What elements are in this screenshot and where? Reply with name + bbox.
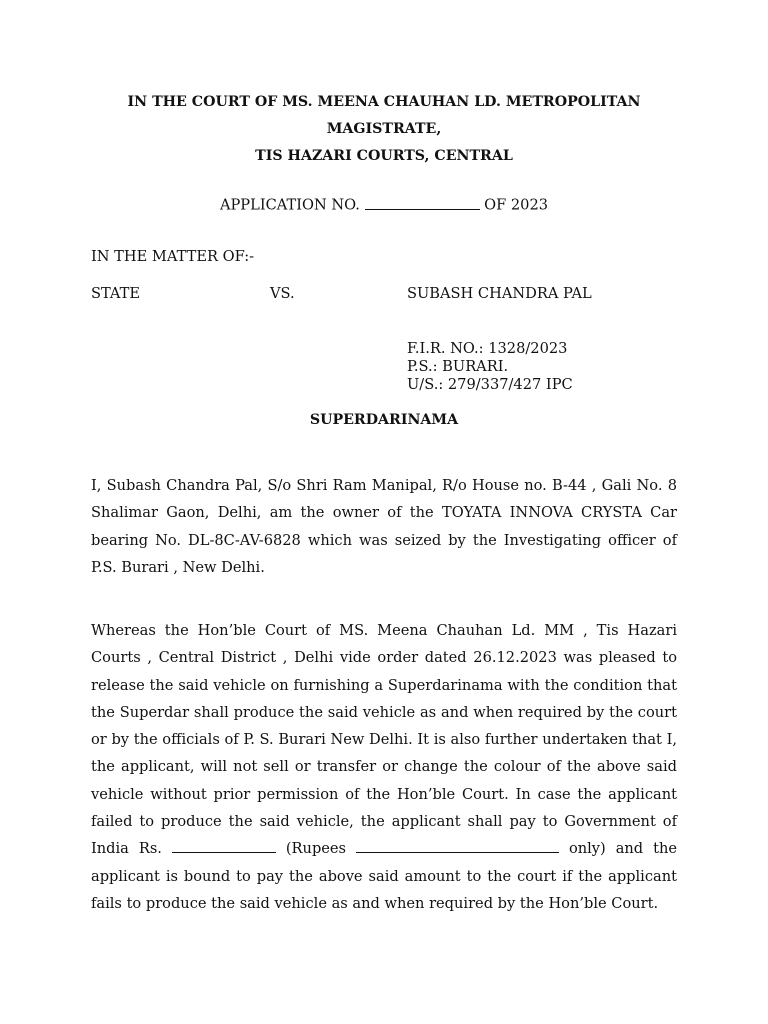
fir-details [407,340,573,394]
amount-words-blank [356,838,559,854]
undertaking-part-2: (Rupees [285,840,347,858]
application-number-line [0,194,768,214]
police-station: P.S.: BURARI. [407,358,509,375]
court-heading [0,89,768,170]
paragraph-ownership [91,472,677,581]
undertaking-part-1: Whereas the Hon’ble Court of MS. Meena Chauhan Ld. MM , Tis Hazari Courts , Central District , Delhi vide order dated 26.12.2023 was pleased to release the said vehicle on furnishing a Superdarinama with the condition that the Superdar shall produce the said vehicle as and when required by the court or by the officials of P. S. Burari New Delhi. It is also further undertaken that I, the applicant, will not sell or transfer or change the colour of the above said vehicle without prior permission of the Hon’ble Court. In case the applicant failed to produce the said vehicle, the applicant shall pay to Government of India Rs. [91,622,677,858]
court-heading-line-1: IN THE COURT OF MS. MEENA CHAUHAN LD. METROPOLITAN [127,94,641,110]
ipc-sections: U/S.: 279/337/427 IPC [407,376,573,393]
paragraph-undertaking [91,617,677,917]
paragraph-undertaking-text [91,617,677,917]
party-respondent: SUBASH CHANDRA PAL [407,285,592,302]
court-heading-line-3: TIS HAZARI COURTS, CENTRAL [255,148,513,164]
paragraph-ownership-text: I, Subash Chandra Pal, S/o Shri Ram Manipal, R/o House no. B-44 , Gali No. 8 Shalimar Gaon, Delhi, am the owner of the TOYATA INNOVA CRYSTA Car bearing No. DL-8C-AV-6828 which was seized by the Investigating officer of P.S. Burari , New Delhi. [91,477,677,576]
party-petitioner: STATE [91,285,141,302]
fir-number: F.I.R. NO.: 1328/2023 [407,340,568,357]
matter-label: IN THE MATTER OF:- [91,248,255,265]
application-prefix: APPLICATION NO. [219,196,360,214]
amount-blank [172,838,276,854]
document-title: SUPERDARINAMA [309,412,459,428]
party-versus: VS. [270,285,295,302]
application-suffix: OF 2023 [484,196,549,214]
application-number-blank [365,194,480,210]
court-heading-line-2: MAGISTRATE, [326,121,442,137]
undertaking-part-3: only) and the applicant is bound to pay the above said amount to the court if the applicant fails to produce the said vehicle as and when required by the Hon’ble Court. [91,840,677,912]
